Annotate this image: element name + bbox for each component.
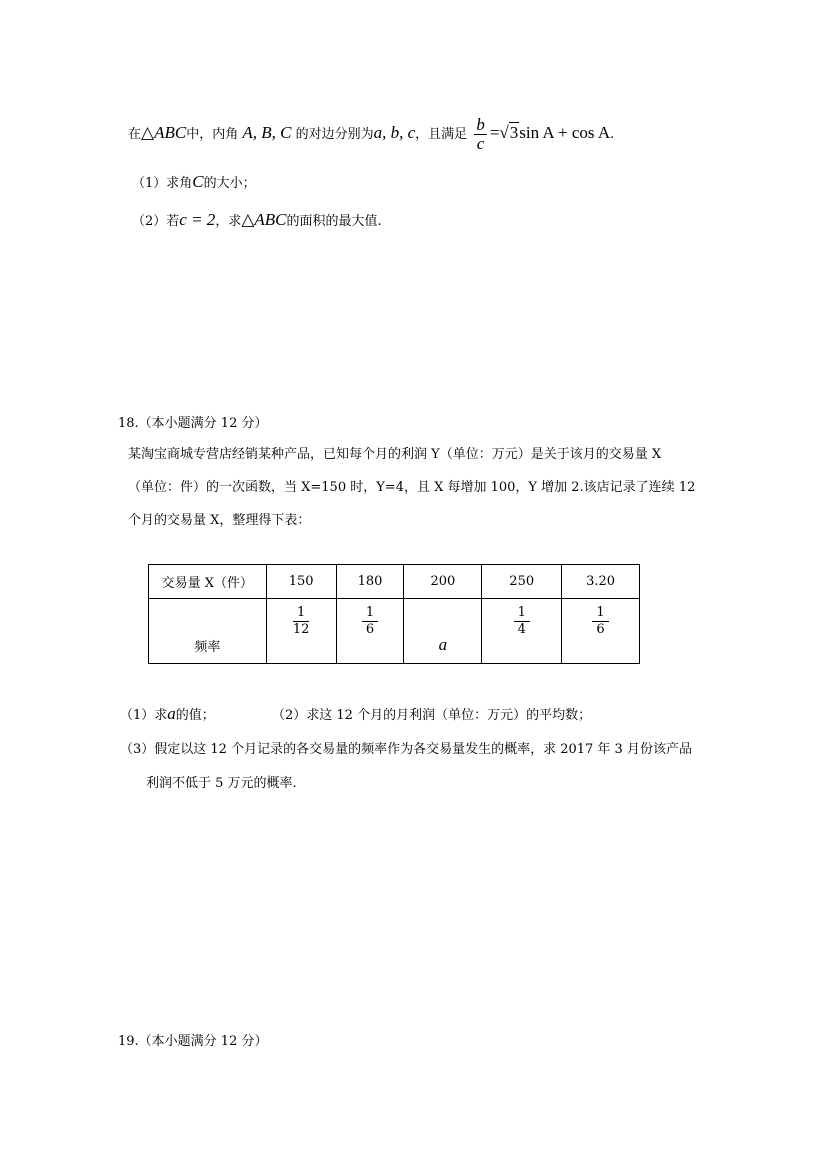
fraction-numerator: 1: [592, 605, 608, 622]
var-c: C: [192, 172, 204, 191]
text-segment: 的对边分别为: [295, 127, 374, 142]
fraction: [362, 605, 378, 638]
problem18-body-line-2: （单位：件）的一次函数，当 X=150 时，Y=4，且 X 每增加 100，Y 增加 2.该店记录了连续 12: [128, 480, 696, 495]
problem18-body-line-3: 个月的交易量 X，整理得下表：: [128, 513, 311, 528]
text-segment: 的值；: [175, 708, 215, 723]
fraction-numerator: 1: [514, 605, 530, 622]
fraction-denominator: 6: [596, 622, 605, 637]
text-segment: （2）若: [132, 214, 180, 229]
problem18-q3-line-2: 利润不低于 5 万元的概率.: [146, 776, 297, 791]
sqrt-value: 3: [509, 123, 519, 142]
equals-sign: =: [489, 123, 500, 142]
sqrt-symbol: √: [499, 123, 509, 142]
problem18-body-line-1: 某淘宝商城专营店经销某种产品，已知每个月的利润 Y（单位：万元）是关于该月的交易量 X: [128, 447, 662, 462]
sides-abc: a, b, c: [373, 123, 416, 142]
end-dot: .: [610, 127, 615, 142]
fraction: [514, 605, 530, 638]
problem18-header: 18.（本小题满分 12 分）: [118, 416, 268, 431]
frequency-label: 频率: [194, 640, 221, 655]
table-header-frequency: [149, 599, 267, 664]
text-segment: 的面积的最大值.: [286, 214, 382, 229]
fraction: [293, 605, 310, 638]
equation-c-2: c = 2: [179, 210, 216, 229]
problem17-condition: [128, 110, 614, 156]
table-cell: [266, 599, 336, 664]
table-cell: 3.20: [562, 565, 640, 599]
problem17-q2: [132, 210, 382, 230]
fraction-denominator: 12: [292, 622, 310, 637]
text-segment: 中，内角: [186, 127, 239, 142]
table-cell: 180: [336, 565, 404, 599]
text-segment: 的大小；: [203, 176, 256, 191]
sqrt-radicand: [509, 110, 520, 156]
table-cell: 250: [482, 565, 562, 599]
fraction: [592, 605, 608, 638]
var-a: a: [167, 704, 176, 723]
fraction-b-over-c: [474, 116, 487, 153]
triangle-abc: △ABC: [141, 123, 187, 142]
text-segment: （1）求: [120, 708, 168, 723]
problem19-header: 19.（本小题满分 12 分）: [118, 1034, 268, 1049]
formula-rest: sin A + cos A: [519, 123, 611, 142]
table-row-volume: [149, 565, 640, 599]
triangle-abc: △ABC: [241, 210, 287, 229]
fraction-denominator: c: [476, 134, 485, 153]
table-header-volume: 交易量 X（件）: [149, 565, 267, 599]
table-cell: 150: [266, 565, 336, 599]
fraction-numerator: 1: [362, 605, 378, 622]
var-a: a: [438, 635, 448, 654]
table-row-frequency: [149, 599, 640, 664]
problem18-q3-line-1: （3）假定以这 12 个月记录的各交易量的频率作为各交易量发生的概率，求 2017 年 3 月份该产品: [120, 742, 692, 757]
table-cell: [482, 599, 562, 664]
table-cell: [336, 599, 404, 664]
problem17-q1: [132, 172, 256, 192]
text-segment: ，且满足: [415, 127, 468, 142]
angles-abc: A, B, C: [242, 123, 292, 142]
fraction-denominator: 6: [365, 622, 375, 637]
table-cell: 200: [404, 565, 482, 599]
text-segment: ，求: [215, 214, 242, 229]
fraction-numerator: 1: [293, 605, 310, 622]
fraction-numerator: b: [476, 115, 485, 134]
fraction-denominator: 4: [517, 622, 526, 637]
text-segment: （1）求角: [132, 176, 193, 191]
problem18-q2: （2）求这 12 个月的月利润（单位：万元）的平均数；: [272, 708, 592, 723]
table-cell: [562, 599, 640, 664]
problem18-q1: [120, 704, 215, 724]
frequency-table: [148, 564, 640, 664]
table-cell: [404, 599, 482, 664]
text-segment: 在: [128, 127, 142, 142]
